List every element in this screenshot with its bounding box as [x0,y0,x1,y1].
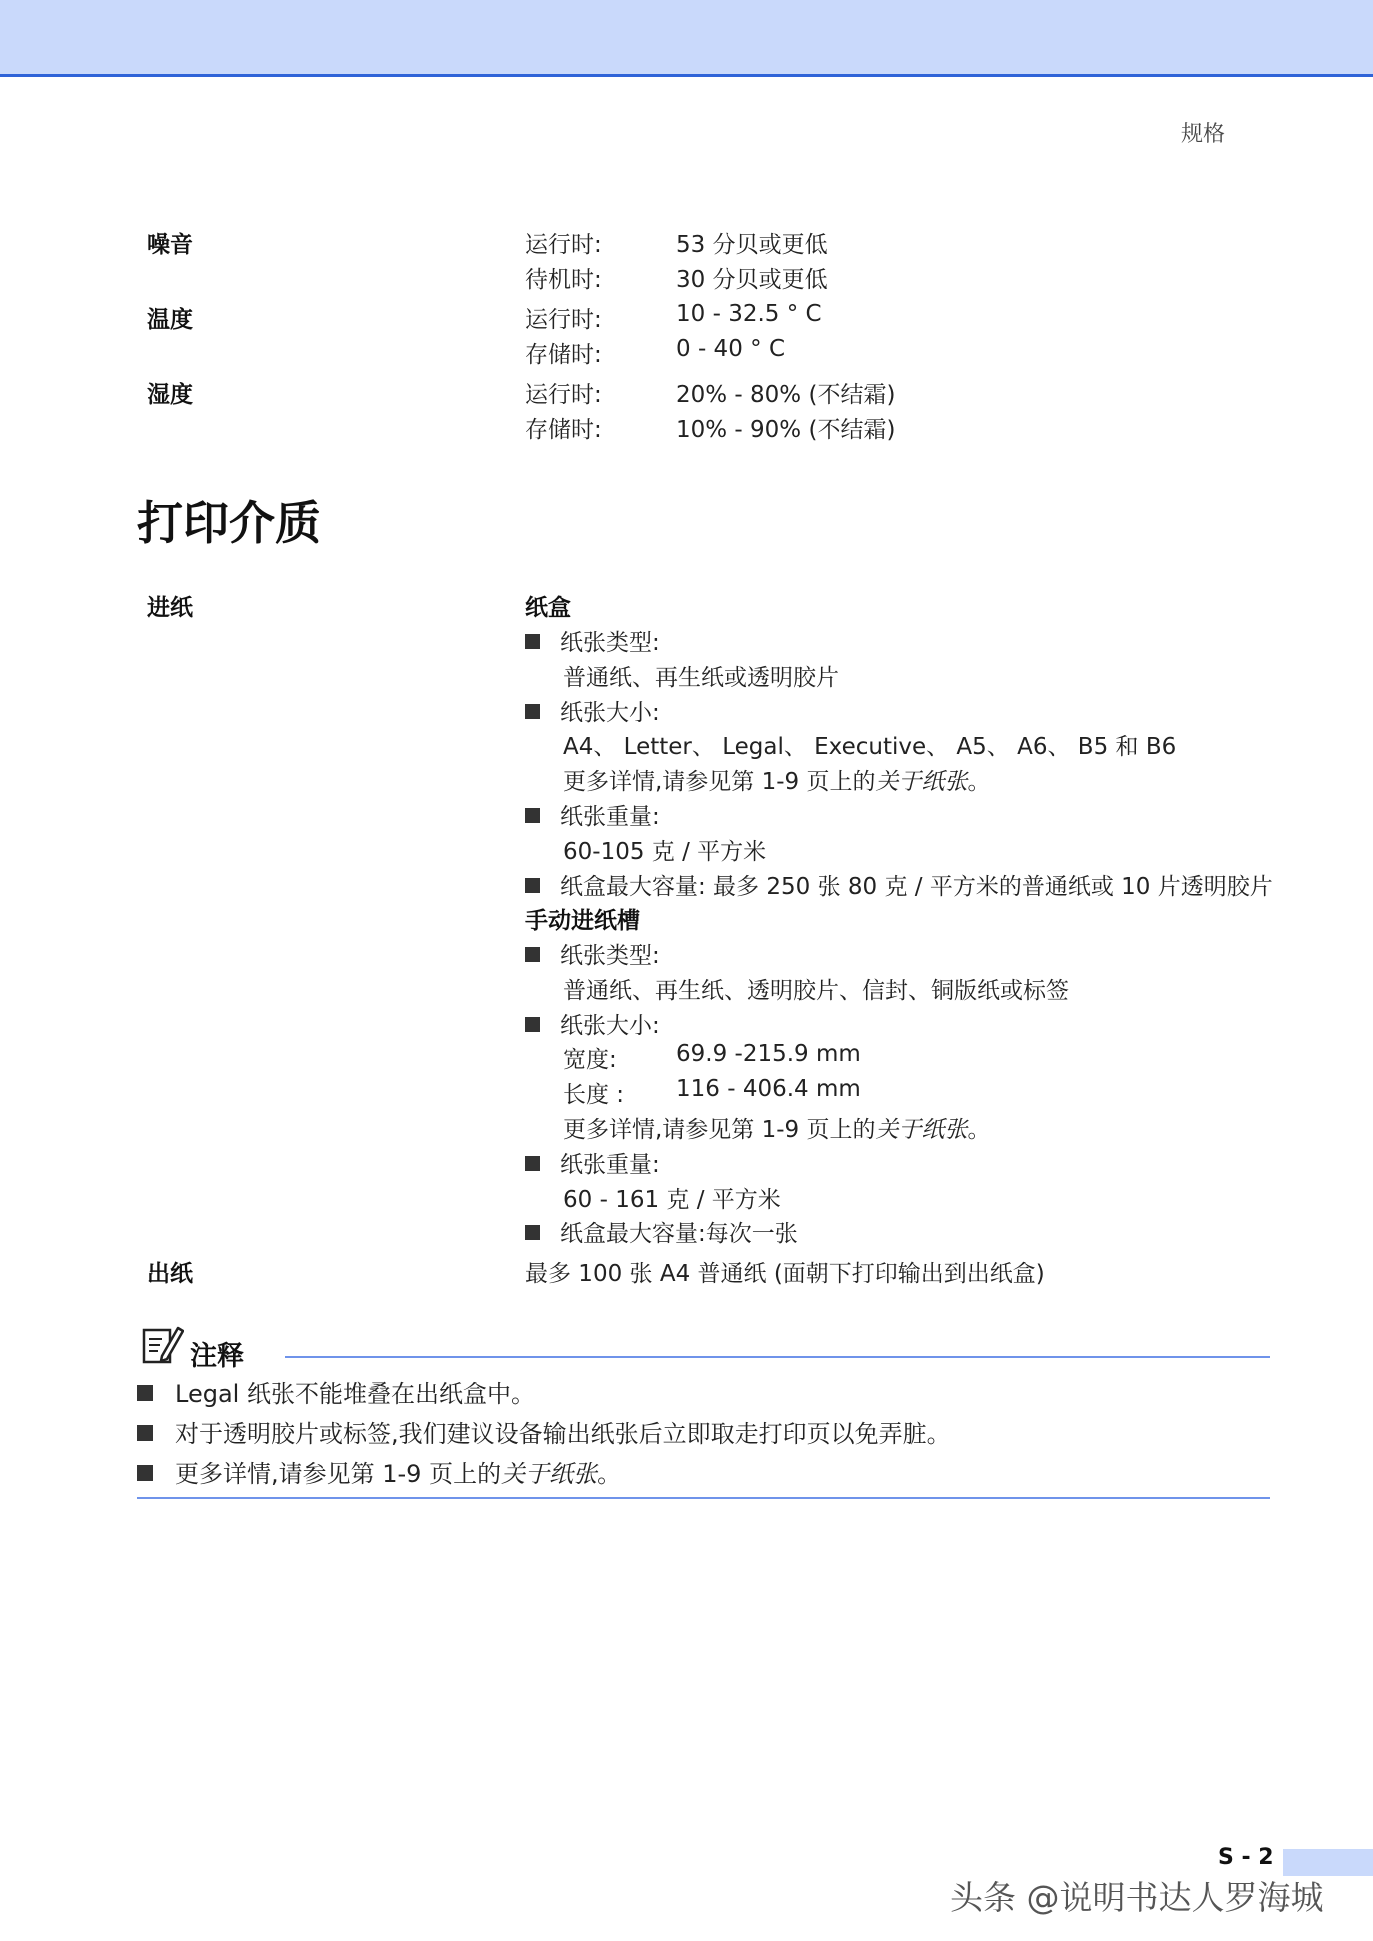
manual-length-key: 长度 : [563,1082,625,1108]
manual-length-value: 116 - 406.4 mm [676,1076,861,1102]
manual-weight-value: 60 - 161 克 / 平方米 [563,1187,781,1213]
bullet-icon [525,808,540,823]
tray-capacity-item: 纸盒最大容量: 最多 250 张 80 克 / 平方米的普通纸或 10 片透明胶片 [525,868,1273,901]
temperature-value-2: 0 - 40 ° C [676,336,786,362]
bullet-icon [137,1425,153,1441]
humidity-key-1: 运行时: [525,382,602,408]
manual-size-item: 纸张大小: [525,1007,660,1040]
noise-value-2: 30 分贝或更低 [676,267,828,293]
about-paper-link[interactable]: 关于纸张 [875,769,968,795]
temperature-value-1: 10 - 32.5 ° C [676,301,822,327]
note-title: 注释 [190,1341,244,1372]
humidity-key-2: 存储时: [525,417,602,443]
note-bottom-rule [137,1497,1270,1499]
note-item-1: Legal 纸张不能堆叠在出纸盒中。 [137,1374,535,1409]
temperature-key-1: 运行时: [525,307,602,333]
bullet-icon [525,1156,540,1171]
bullet-icon [525,1017,540,1032]
humidity-value-1: 20% - 80% (不结霜) [676,382,896,408]
feed-label: 进纸 [147,595,193,621]
output-value: 最多 100 张 A4 普通纸 (面朝下打印输出到出纸盒) [525,1261,1045,1287]
tray-type-value: 普通纸、再生纸或透明胶片 [563,665,839,691]
tray-more-info: 更多详情,请参见第 1-9 页上的关于纸张。 [563,769,991,795]
noise-value-1: 53 分贝或更低 [676,232,828,258]
about-paper-link[interactable]: 关于纸张 [875,1117,968,1143]
section-name: 规格 [1180,122,1225,147]
tray-title: 纸盒 [525,595,571,621]
tray-weight-item: 纸张重量: [525,798,660,831]
manual-weight-item: 纸张重量: [525,1146,660,1179]
bullet-icon [137,1465,153,1481]
humidity-value-2: 10% - 90% (不结霜) [676,417,896,443]
note-pencil-icon [140,1322,184,1366]
tray-weight-value: 60-105 克 / 平方米 [563,839,767,865]
humidity-label: 湿度 [147,382,193,408]
bullet-icon [137,1385,153,1401]
noise-key-1: 运行时: [525,232,602,258]
bullet-icon [525,878,540,893]
tray-size-value: A4、 Letter、 Legal、 Executive、 A5、 A6、 B5 和 B6 [563,734,1177,760]
tray-type-item: 纸张类型: [525,624,660,657]
note-item-3: 更多详情,请参见第 1-9 页上的关于纸张。 [137,1454,621,1489]
note-item-2: 对于透明胶片或标签,我们建议设备输出纸张后立即取走打印页以免弄脏。 [137,1414,951,1449]
manual-capacity-item: 纸盒最大容量:每次一张 [525,1215,798,1248]
output-label: 出纸 [147,1261,193,1287]
bullet-icon [525,1225,540,1240]
manual-slot-title: 手动进纸槽 [525,908,640,934]
note-top-rule [285,1356,1270,1358]
manual-type-value: 普通纸、再生纸、透明胶片、信封、铜版纸或标签 [563,978,1069,1004]
temperature-label: 温度 [147,307,193,333]
bullet-icon [525,634,540,649]
manual-type-item: 纸张类型: [525,937,660,970]
manual-more-info: 更多详情,请参见第 1-9 页上的关于纸张。 [563,1117,991,1143]
section-title: 打印介质 [137,496,321,550]
watermark: 头条 @说明书达人罗海城 [950,1878,1324,1917]
temperature-key-2: 存储时: [525,342,602,368]
noise-key-2: 待机时: [525,267,602,293]
manual-width-key: 宽度: [563,1047,617,1073]
about-paper-link[interactable]: 关于纸张 [501,1460,598,1488]
tray-size-item: 纸张大小: [525,694,660,727]
page-number: S - 2 [1218,1845,1274,1870]
manual-width-value: 69.9 -215.9 mm [676,1041,861,1067]
bullet-icon [525,704,540,719]
bullet-icon [525,947,540,962]
noise-label: 噪音 [147,232,193,258]
header-bar [0,0,1373,77]
